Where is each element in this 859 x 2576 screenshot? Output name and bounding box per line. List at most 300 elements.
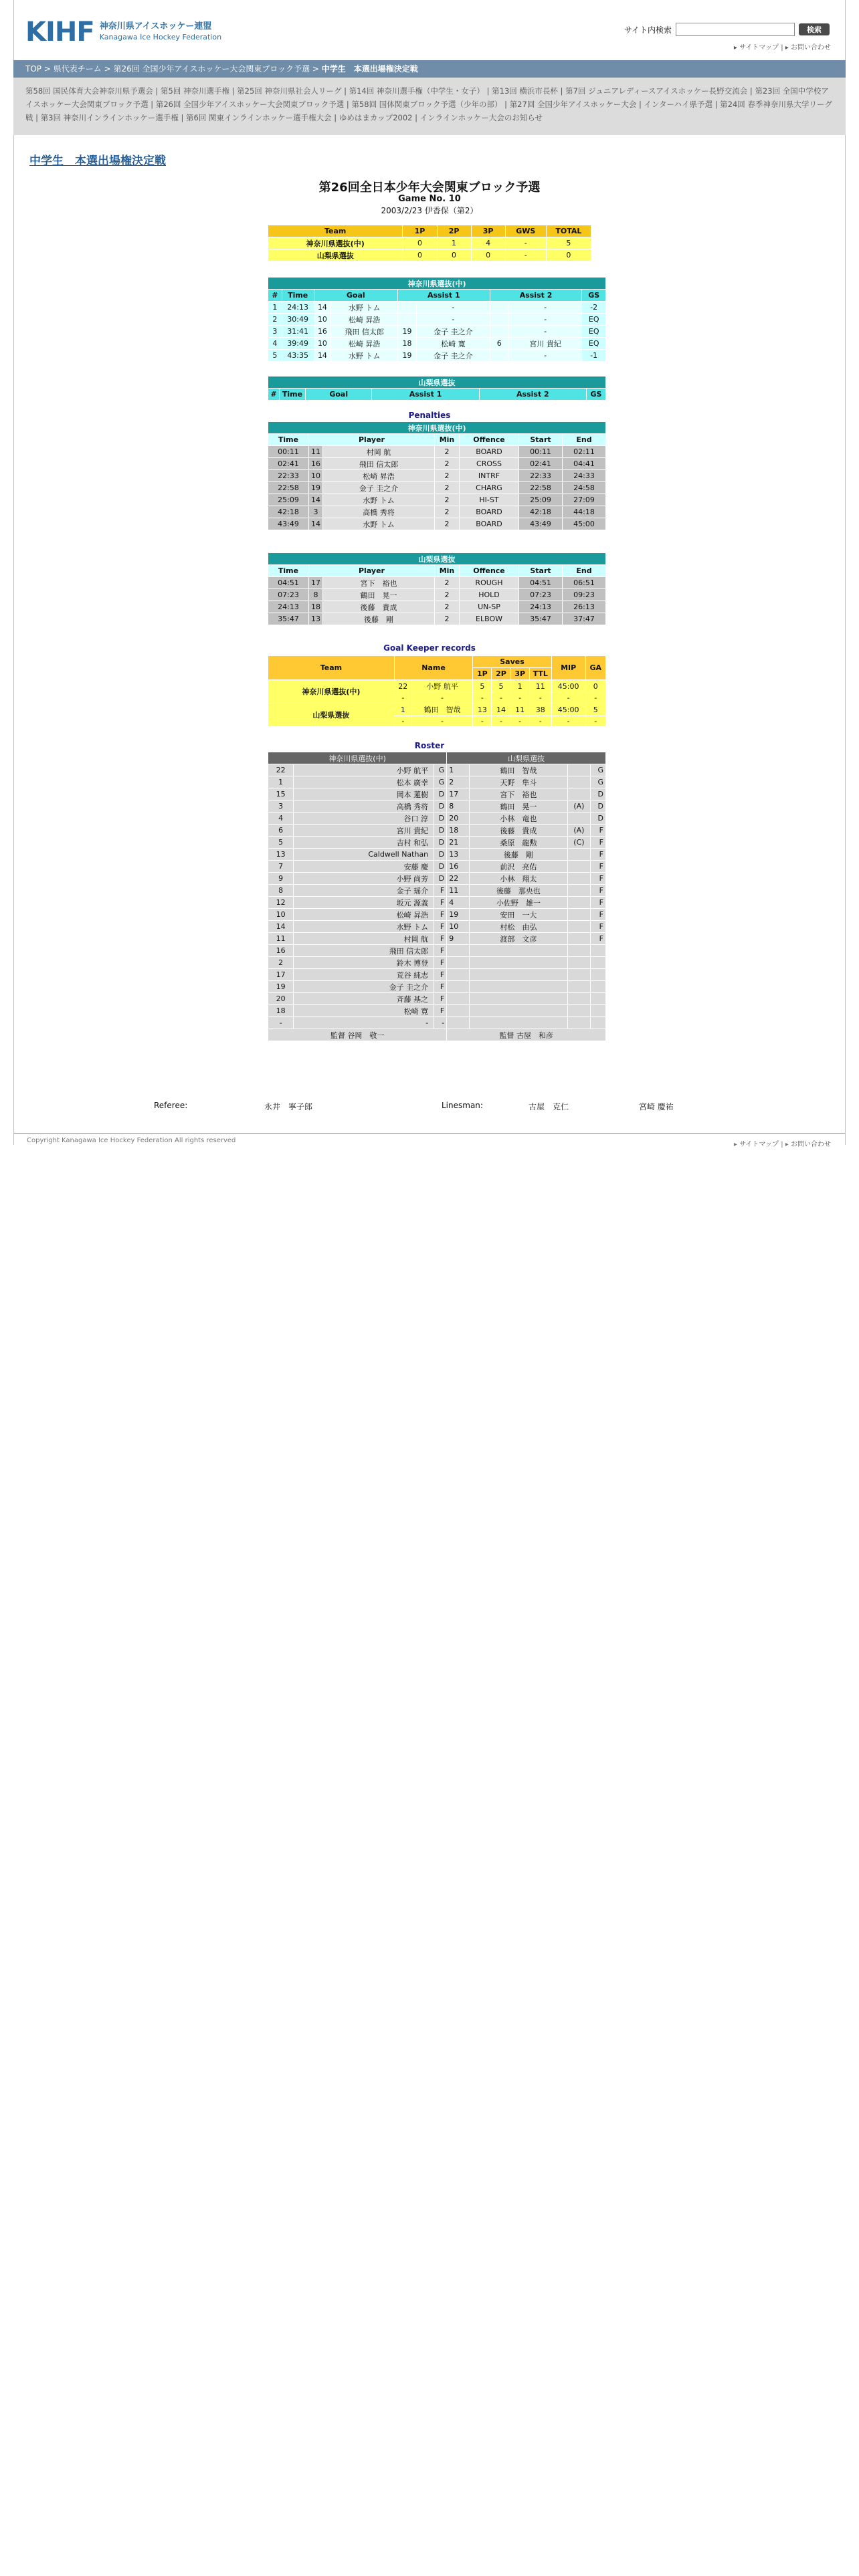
roster-cell: D bbox=[434, 788, 446, 800]
roster-cell: 斉藤 基之 bbox=[294, 993, 434, 1004]
penalties-row bbox=[268, 613, 605, 625]
goalkeeper-team: 神奈川県選抜(中) bbox=[268, 680, 394, 703]
goals-col-assist2: Assist 2 bbox=[480, 389, 586, 400]
game-date-venue: 2003/2/23 伊香保（第2） bbox=[381, 206, 478, 215]
goals-col-gs: GS bbox=[587, 389, 605, 400]
goalkeeper-row bbox=[268, 680, 605, 692]
roster-cell: 10 bbox=[447, 921, 468, 932]
goals-col-goal: Goal bbox=[314, 290, 397, 301]
roster-cell: 7 bbox=[268, 861, 293, 872]
goalkeeper-col-period: 1P bbox=[473, 668, 491, 679]
link-separator: | bbox=[178, 113, 187, 122]
footer-sitemap-link[interactable]: サイトマップ bbox=[739, 1141, 779, 1148]
goalkeeper-table bbox=[268, 655, 606, 727]
penalties-cell: 10 bbox=[309, 470, 322, 481]
score-team: 山梨県選抜 bbox=[268, 249, 402, 261]
contact-link[interactable]: お問い合わせ bbox=[791, 44, 831, 51]
score-cell: 4 bbox=[472, 237, 505, 249]
roster-cell: 松本 廣幸 bbox=[294, 776, 434, 788]
penalties-row bbox=[268, 482, 605, 494]
goals-col-no: # bbox=[268, 389, 279, 400]
goals-table-home bbox=[268, 277, 606, 362]
bullet-icon: ▸ bbox=[733, 44, 737, 51]
goals-col-no: # bbox=[268, 290, 282, 301]
penalties-cell: 04:51 bbox=[268, 577, 308, 588]
roster-cell bbox=[568, 861, 589, 872]
penalties-cell: 2 bbox=[435, 494, 459, 506]
score-cell: 5 bbox=[547, 237, 591, 249]
penalties-cell: 11 bbox=[309, 446, 322, 457]
roster-cell bbox=[568, 981, 589, 992]
roster-cell bbox=[591, 1017, 605, 1029]
goals-cell: 松崎 昇浩 bbox=[331, 314, 397, 325]
roster-coach-home: 監督 谷岡 敬一 bbox=[268, 1029, 446, 1041]
roster-cell bbox=[447, 981, 468, 992]
search-input[interactable] bbox=[676, 23, 795, 36]
roster-cell: 小野 航平 bbox=[294, 764, 434, 776]
roster-cell bbox=[447, 1005, 468, 1016]
link-separator: | bbox=[412, 113, 420, 122]
bullet-icon: ▸ bbox=[785, 44, 789, 51]
goals-cell bbox=[398, 314, 416, 325]
roster-cell: 22 bbox=[268, 764, 293, 776]
search-label: サイト内検索 bbox=[624, 25, 672, 35]
roster-row bbox=[268, 788, 605, 800]
referee-label: Referee: bbox=[154, 1101, 188, 1110]
roster-cell: 小佐野 雄一 bbox=[470, 897, 568, 908]
tournament-link[interactable]: インラインホッケー大会のお知らせ bbox=[419, 113, 543, 122]
goals-cell: - bbox=[509, 302, 582, 313]
goals-cell: 10 bbox=[314, 314, 331, 325]
roster-cell bbox=[568, 873, 589, 884]
penalties-cell: BOARD bbox=[460, 518, 518, 530]
roster-cell bbox=[568, 945, 589, 956]
goals-cell: 31:41 bbox=[282, 326, 314, 337]
goals-header-row bbox=[268, 290, 605, 301]
goals-table-away bbox=[268, 376, 606, 401]
score-row bbox=[268, 237, 591, 249]
link-separator: | bbox=[229, 86, 237, 96]
logo-name-en: Kanagawa Ice Hockey Federation bbox=[99, 33, 222, 41]
goals-cell: 水野 トム bbox=[331, 350, 397, 361]
penalties-cell: INTRF bbox=[460, 470, 518, 481]
roster-cell: 吉村 和弘 bbox=[294, 837, 434, 848]
penalties-cell: BOARD bbox=[460, 446, 518, 457]
roster-cell bbox=[568, 933, 589, 944]
breadcrumb-top[interactable]: TOP bbox=[25, 64, 42, 74]
roster-cell: D bbox=[434, 813, 446, 824]
roster-cell: 前沢 亮佑 bbox=[470, 861, 568, 872]
roster-cell bbox=[447, 957, 468, 968]
goalkeeper-stat: 5 bbox=[586, 704, 605, 716]
goals-team-row bbox=[268, 278, 605, 289]
score-cell: 0 bbox=[472, 249, 505, 261]
tournament-link[interactable]: 第14回 神奈川選手権（中学生・女子） bbox=[349, 86, 484, 96]
roster-cell: 岡本 蓮樹 bbox=[294, 788, 434, 800]
score-col-gws: GWS bbox=[506, 225, 546, 237]
tournament-link[interactable]: 第26回 全国少年アイスホッケー大会関東ブロック予選 bbox=[155, 100, 345, 109]
roster-cell: D bbox=[434, 837, 446, 848]
penalties-cell: 17 bbox=[309, 577, 322, 588]
roster-cell bbox=[568, 993, 589, 1004]
roster-cell: D bbox=[434, 873, 446, 884]
penalties-col-min: Min bbox=[435, 434, 459, 445]
goals-cell: 10 bbox=[314, 338, 331, 349]
penalties-team-name: 神奈川県選抜(中) bbox=[268, 422, 605, 433]
roster-cell: F bbox=[434, 933, 446, 944]
penalties-row bbox=[268, 589, 605, 601]
tournament-link[interactable]: 第7回 ジュニアレディースアイスホッケー長野交流会 bbox=[565, 86, 748, 96]
roster-row bbox=[268, 885, 605, 896]
tournament-link[interactable]: 第24回 春季神奈川県大学リーグ戦 bbox=[25, 100, 832, 122]
tournament-link[interactable]: 第23回 全国中学校アイスホッケー大会関東ブロック予選 bbox=[25, 86, 829, 109]
roster-cell: 3 bbox=[268, 800, 293, 812]
goalkeeper-col-saves: Saves bbox=[473, 656, 551, 667]
penalties-cell: 2 bbox=[435, 577, 459, 588]
penalties-row bbox=[268, 506, 605, 518]
goals-cell: 2 bbox=[268, 314, 282, 325]
roster-cell: D bbox=[434, 825, 446, 836]
goals-col-goal: Goal bbox=[306, 389, 371, 400]
penalties-col-time: Time bbox=[268, 434, 308, 445]
tournament-link[interactable]: 第13回 横浜市長杯 bbox=[492, 86, 558, 96]
roster-cell: 安田 一大 bbox=[470, 909, 568, 920]
penalties-col-end: End bbox=[563, 434, 605, 445]
tournament-link[interactable]: ゆめはまカップ2002 bbox=[339, 113, 413, 122]
penalties-col-time: Time bbox=[268, 565, 308, 576]
goals-cell: 24:13 bbox=[282, 302, 314, 313]
score-col-total: TOTAL bbox=[547, 225, 591, 237]
roster-cell: D bbox=[591, 800, 605, 812]
penalties-col-start: Start bbox=[519, 434, 562, 445]
tournament-link[interactable]: インターハイ県予選 bbox=[644, 100, 712, 109]
link-separator: | bbox=[747, 86, 755, 96]
goalkeeper-stat: 11 bbox=[530, 680, 551, 692]
tournament-links bbox=[13, 78, 846, 135]
roster-cell: F bbox=[591, 885, 605, 896]
goalkeeper-dash: - bbox=[473, 693, 491, 703]
goals-cell: 14 bbox=[314, 302, 331, 313]
roster-cell: F bbox=[434, 885, 446, 896]
score-header-row bbox=[268, 225, 591, 237]
roster-cell: D bbox=[591, 788, 605, 800]
tournament-link[interactable]: 第25回 神奈川県社会人リーグ bbox=[237, 86, 342, 96]
roster-cell: 松崎 寛 bbox=[294, 1005, 434, 1016]
linesman-name: 古屋 克仁 bbox=[529, 1102, 569, 1111]
penalties-header-row bbox=[268, 434, 605, 445]
roster-header-row bbox=[268, 752, 605, 764]
goals-cell: 宮川 貴紀 bbox=[509, 338, 582, 349]
roster-cell bbox=[591, 957, 605, 968]
score-cell: 0 bbox=[547, 249, 591, 261]
roster-title: Roster bbox=[414, 741, 445, 750]
penalties-row bbox=[268, 601, 605, 613]
roster-cell: 9 bbox=[447, 933, 468, 944]
goalkeeper-dash: - bbox=[552, 693, 585, 703]
link-separator: | bbox=[557, 86, 566, 96]
goals-cell bbox=[490, 350, 508, 361]
penalties-cell: HOLD bbox=[460, 589, 518, 601]
roster-cell: 4 bbox=[268, 813, 293, 824]
goals-cell: 水野 トム bbox=[331, 302, 397, 313]
roster-cell: F bbox=[434, 945, 446, 956]
roster-table bbox=[268, 752, 606, 1041]
goals-cell: 18 bbox=[398, 338, 416, 349]
link-separator: | bbox=[344, 100, 352, 109]
search-button[interactable]: 検索 bbox=[799, 23, 830, 35]
roster-cell bbox=[568, 813, 589, 824]
penalties-cell: 43:49 bbox=[519, 518, 562, 530]
roster-cell: 20 bbox=[447, 813, 468, 824]
roster-cell: 宮下 裕也 bbox=[470, 788, 568, 800]
roster-cell: 9 bbox=[268, 873, 293, 884]
goals-row bbox=[268, 302, 605, 313]
penalties-cell: BOARD bbox=[460, 506, 518, 518]
divider: | bbox=[781, 44, 785, 51]
penalties-cell: 09:23 bbox=[563, 589, 605, 601]
bullet-icon: ▸ bbox=[785, 1141, 789, 1148]
penalties-col-end: End bbox=[563, 565, 605, 576]
penalties-cell: 22:33 bbox=[268, 470, 308, 481]
penalties-cell: 26:13 bbox=[563, 601, 605, 613]
tournament-link[interactable]: 第6回 関東インラインホッケー選手権大会 bbox=[186, 113, 332, 122]
goals-cell: - bbox=[509, 326, 582, 337]
goalkeeper-col-ga: GA bbox=[586, 656, 605, 679]
roster-cell: F bbox=[434, 981, 446, 992]
score-team: 神奈川県選抜(中) bbox=[268, 237, 402, 249]
goalkeeper-dash: - bbox=[586, 693, 605, 703]
roster-cell: F bbox=[434, 957, 446, 968]
penalties-cell: 宮下 裕也 bbox=[323, 577, 434, 588]
roster-cell: 22 bbox=[447, 873, 468, 884]
penalties-cell: 35:47 bbox=[268, 613, 308, 625]
tournament-link[interactable]: 第58回 国民体育大会神奈川県予選会 bbox=[25, 86, 153, 96]
roster-cell: 20 bbox=[268, 993, 293, 1004]
penalties-cell: 2 bbox=[435, 589, 459, 601]
penalties-cell: 22:58 bbox=[519, 482, 562, 494]
goalkeeper-stat: 13 bbox=[473, 704, 491, 716]
penalties-cell: 25:09 bbox=[268, 494, 308, 506]
roster-cell: 後藤 剛 bbox=[470, 849, 568, 860]
goalkeeper-name: 鶴田 智哉 bbox=[412, 704, 473, 716]
link-separator: | bbox=[341, 86, 349, 96]
penalties-cell: 35:47 bbox=[519, 613, 562, 625]
roster-cell bbox=[568, 897, 589, 908]
goals-team-name: 神奈川県選抜(中) bbox=[268, 278, 605, 289]
roster-cell bbox=[470, 969, 568, 980]
roster-cell: F bbox=[434, 897, 446, 908]
roster-row bbox=[268, 981, 605, 992]
link-separator: | bbox=[148, 100, 156, 109]
referee-name: 永井 寧子郎 bbox=[264, 1102, 313, 1111]
penalties-cell: 27:09 bbox=[563, 494, 605, 506]
penalties-cell: 水野 トム bbox=[323, 518, 434, 530]
roster-cell bbox=[568, 849, 589, 860]
penalties-cell: 後藤 剛 bbox=[323, 613, 434, 625]
penalties-cell: 24:33 bbox=[563, 470, 605, 481]
link-separator: | bbox=[502, 100, 510, 109]
roster-cell: F bbox=[591, 921, 605, 932]
roster-cell: F bbox=[591, 909, 605, 920]
sitemap-link[interactable]: サイトマップ bbox=[739, 44, 779, 51]
goals-cell: - bbox=[509, 314, 582, 325]
score-cell: 0 bbox=[403, 249, 436, 261]
roster-cell bbox=[591, 969, 605, 980]
roster-cell: 11 bbox=[268, 933, 293, 944]
breadcrumb-separator: > bbox=[43, 64, 54, 74]
site-logo[interactable] bbox=[25, 19, 221, 45]
roster-cell: 渡部 文彦 bbox=[470, 933, 568, 944]
roster-team2-name: 山梨県選抜 bbox=[447, 752, 605, 764]
roster-row bbox=[268, 957, 605, 968]
roster-cell: 2 bbox=[268, 957, 293, 968]
roster-cell bbox=[470, 957, 568, 968]
roster-coach-row bbox=[268, 1029, 605, 1041]
roster-cell: 高橋 秀将 bbox=[294, 800, 434, 812]
penalties-row bbox=[268, 446, 605, 457]
penalties-cell: 02:11 bbox=[563, 446, 605, 457]
tournament-link[interactable]: 第5回 神奈川選手権 bbox=[160, 86, 229, 96]
roster-cell: 18 bbox=[268, 1005, 293, 1016]
goals-header-row bbox=[268, 389, 605, 400]
penalties-team-row bbox=[268, 422, 605, 433]
goals-cell: 14 bbox=[314, 350, 331, 361]
roster-cell: G bbox=[591, 776, 605, 788]
penalties-cell: 金子 圭之介 bbox=[323, 482, 434, 494]
penalties-col-player: Player bbox=[309, 565, 434, 576]
roster-cell bbox=[568, 1005, 589, 1016]
breadcrumb-tournament[interactable]: 第26回 全国少年アイスホッケー大会関東ブロック予選 bbox=[113, 64, 310, 74]
goalkeeper-col-mip: MIP bbox=[552, 656, 585, 679]
goalkeeper-dash: - bbox=[412, 693, 473, 703]
tournament-link[interactable]: 第27回 全国少年アイスホッケー大会 bbox=[509, 100, 637, 109]
link-separator: | bbox=[33, 113, 41, 122]
penalties-cell: 25:09 bbox=[519, 494, 562, 506]
roster-cell: D bbox=[434, 849, 446, 860]
link-separator: | bbox=[153, 86, 161, 96]
goals-row bbox=[268, 314, 605, 325]
penalties-col-min: Min bbox=[435, 565, 459, 576]
logo-text bbox=[100, 21, 221, 43]
breadcrumb-teams[interactable]: 県代表チーム bbox=[53, 64, 102, 74]
penalties-cell: ELBOW bbox=[460, 613, 518, 625]
site-header bbox=[13, 0, 846, 59]
goalkeeper-dash: - bbox=[492, 693, 510, 703]
goals-cell: - bbox=[417, 302, 490, 313]
goals-col-time: Time bbox=[282, 290, 314, 301]
roster-row bbox=[268, 909, 605, 920]
goals-cell: 16 bbox=[314, 326, 331, 337]
goalkeeper-dash: - bbox=[530, 716, 551, 726]
goalkeeper-dash: - bbox=[511, 716, 529, 726]
roster-cell: D bbox=[434, 800, 446, 812]
roster-coach-away: 監督 古屋 和彦 bbox=[447, 1029, 605, 1041]
goalkeeper-dash: - bbox=[473, 716, 491, 726]
roster-cell: - bbox=[294, 1017, 434, 1029]
roster-cell: 後藤 貴成 bbox=[470, 825, 568, 836]
goalkeeper-stat: 1 bbox=[511, 680, 529, 692]
goals-cell: 4 bbox=[268, 338, 282, 349]
tournament-link[interactable]: 第58回 国体関東ブロック予選（少年の部） bbox=[351, 100, 502, 109]
goalkeeper-stat: 0 bbox=[586, 680, 605, 692]
roster-cell: 11 bbox=[447, 885, 468, 896]
goals-cell: 飛田 信太郎 bbox=[331, 326, 397, 337]
penalties-cell: 村岡 航 bbox=[323, 446, 434, 457]
penalties-cell: 24:13 bbox=[519, 601, 562, 613]
goalkeeper-name: 小野 航平 bbox=[412, 680, 473, 692]
roster-cell: F bbox=[434, 969, 446, 980]
penalties-cell: 松崎 昇浩 bbox=[323, 470, 434, 481]
penalties-cell: 3 bbox=[309, 506, 322, 518]
logo-name-jp: 神奈川県アイスホッケー連盟 bbox=[99, 21, 212, 31]
goals-cell: 30:49 bbox=[282, 314, 314, 325]
roster-row bbox=[268, 969, 605, 980]
roster-cell: 後藤 那央也 bbox=[470, 885, 568, 896]
footer-contact-link[interactable]: お問い合わせ bbox=[791, 1141, 831, 1148]
penalties-cell: 水野 トム bbox=[323, 494, 434, 506]
penalties-row bbox=[268, 577, 605, 588]
link-separator: | bbox=[331, 113, 339, 122]
penalties-row bbox=[268, 518, 605, 530]
roster-cell bbox=[470, 981, 568, 992]
goals-cell: 松崎 昇浩 bbox=[331, 338, 397, 349]
roster-cell: 16 bbox=[447, 861, 468, 872]
roster-cell bbox=[568, 1017, 589, 1029]
penalties-cell: 02:41 bbox=[268, 458, 308, 469]
penalties-team-name: 山梨県選抜 bbox=[268, 553, 605, 564]
roster-cell: D bbox=[591, 813, 605, 824]
score-cell: 0 bbox=[403, 237, 436, 249]
goalkeeper-stat: 11 bbox=[511, 704, 529, 716]
roster-row bbox=[268, 921, 605, 932]
goals-cell: 金子 圭之介 bbox=[417, 350, 490, 361]
penalties-title: Penalties bbox=[408, 411, 451, 420]
officials bbox=[154, 1101, 729, 1111]
goals-col-time: Time bbox=[280, 389, 305, 400]
roster-cell bbox=[447, 1017, 468, 1029]
roster-cell: 谷口 淳 bbox=[294, 813, 434, 824]
score-col-1p: 1P bbox=[403, 225, 436, 237]
goals-col-gs: GS bbox=[582, 290, 605, 301]
roster-cell: 天野 隼斗 bbox=[470, 776, 568, 788]
penalties-cell: 22:33 bbox=[519, 470, 562, 481]
roster-cell bbox=[568, 909, 589, 920]
penalties-row bbox=[268, 494, 605, 506]
roster-cell bbox=[568, 921, 589, 932]
roster-cell: 1 bbox=[268, 776, 293, 788]
game-title: 第26回全日本少年大会関東ブロック予選 bbox=[318, 181, 541, 195]
tournament-link[interactable]: 第3回 神奈川インラインホッケー選手権 bbox=[40, 113, 179, 122]
roster-cell: 8 bbox=[268, 885, 293, 896]
penalties-table-home bbox=[268, 421, 606, 530]
roster-cell: 14 bbox=[268, 921, 293, 932]
penalties-cell: UN-SP bbox=[460, 601, 518, 613]
roster-cell: - bbox=[268, 1017, 293, 1029]
divider: | bbox=[781, 1141, 785, 1148]
roster-cell: F bbox=[434, 993, 446, 1004]
roster-cell: F bbox=[434, 1005, 446, 1016]
site-footer bbox=[13, 1133, 846, 1148]
goals-col-assist1: Assist 1 bbox=[372, 389, 478, 400]
penalties-cell: 37:47 bbox=[563, 613, 605, 625]
goals-cell bbox=[490, 326, 508, 337]
goalkeeper-number: 22 bbox=[395, 680, 411, 692]
link-separator: | bbox=[712, 100, 721, 109]
roster-cell bbox=[447, 945, 468, 956]
roster-row bbox=[268, 764, 605, 776]
linesman-label: Linesman: bbox=[442, 1101, 483, 1110]
roster-cell: 13 bbox=[268, 849, 293, 860]
